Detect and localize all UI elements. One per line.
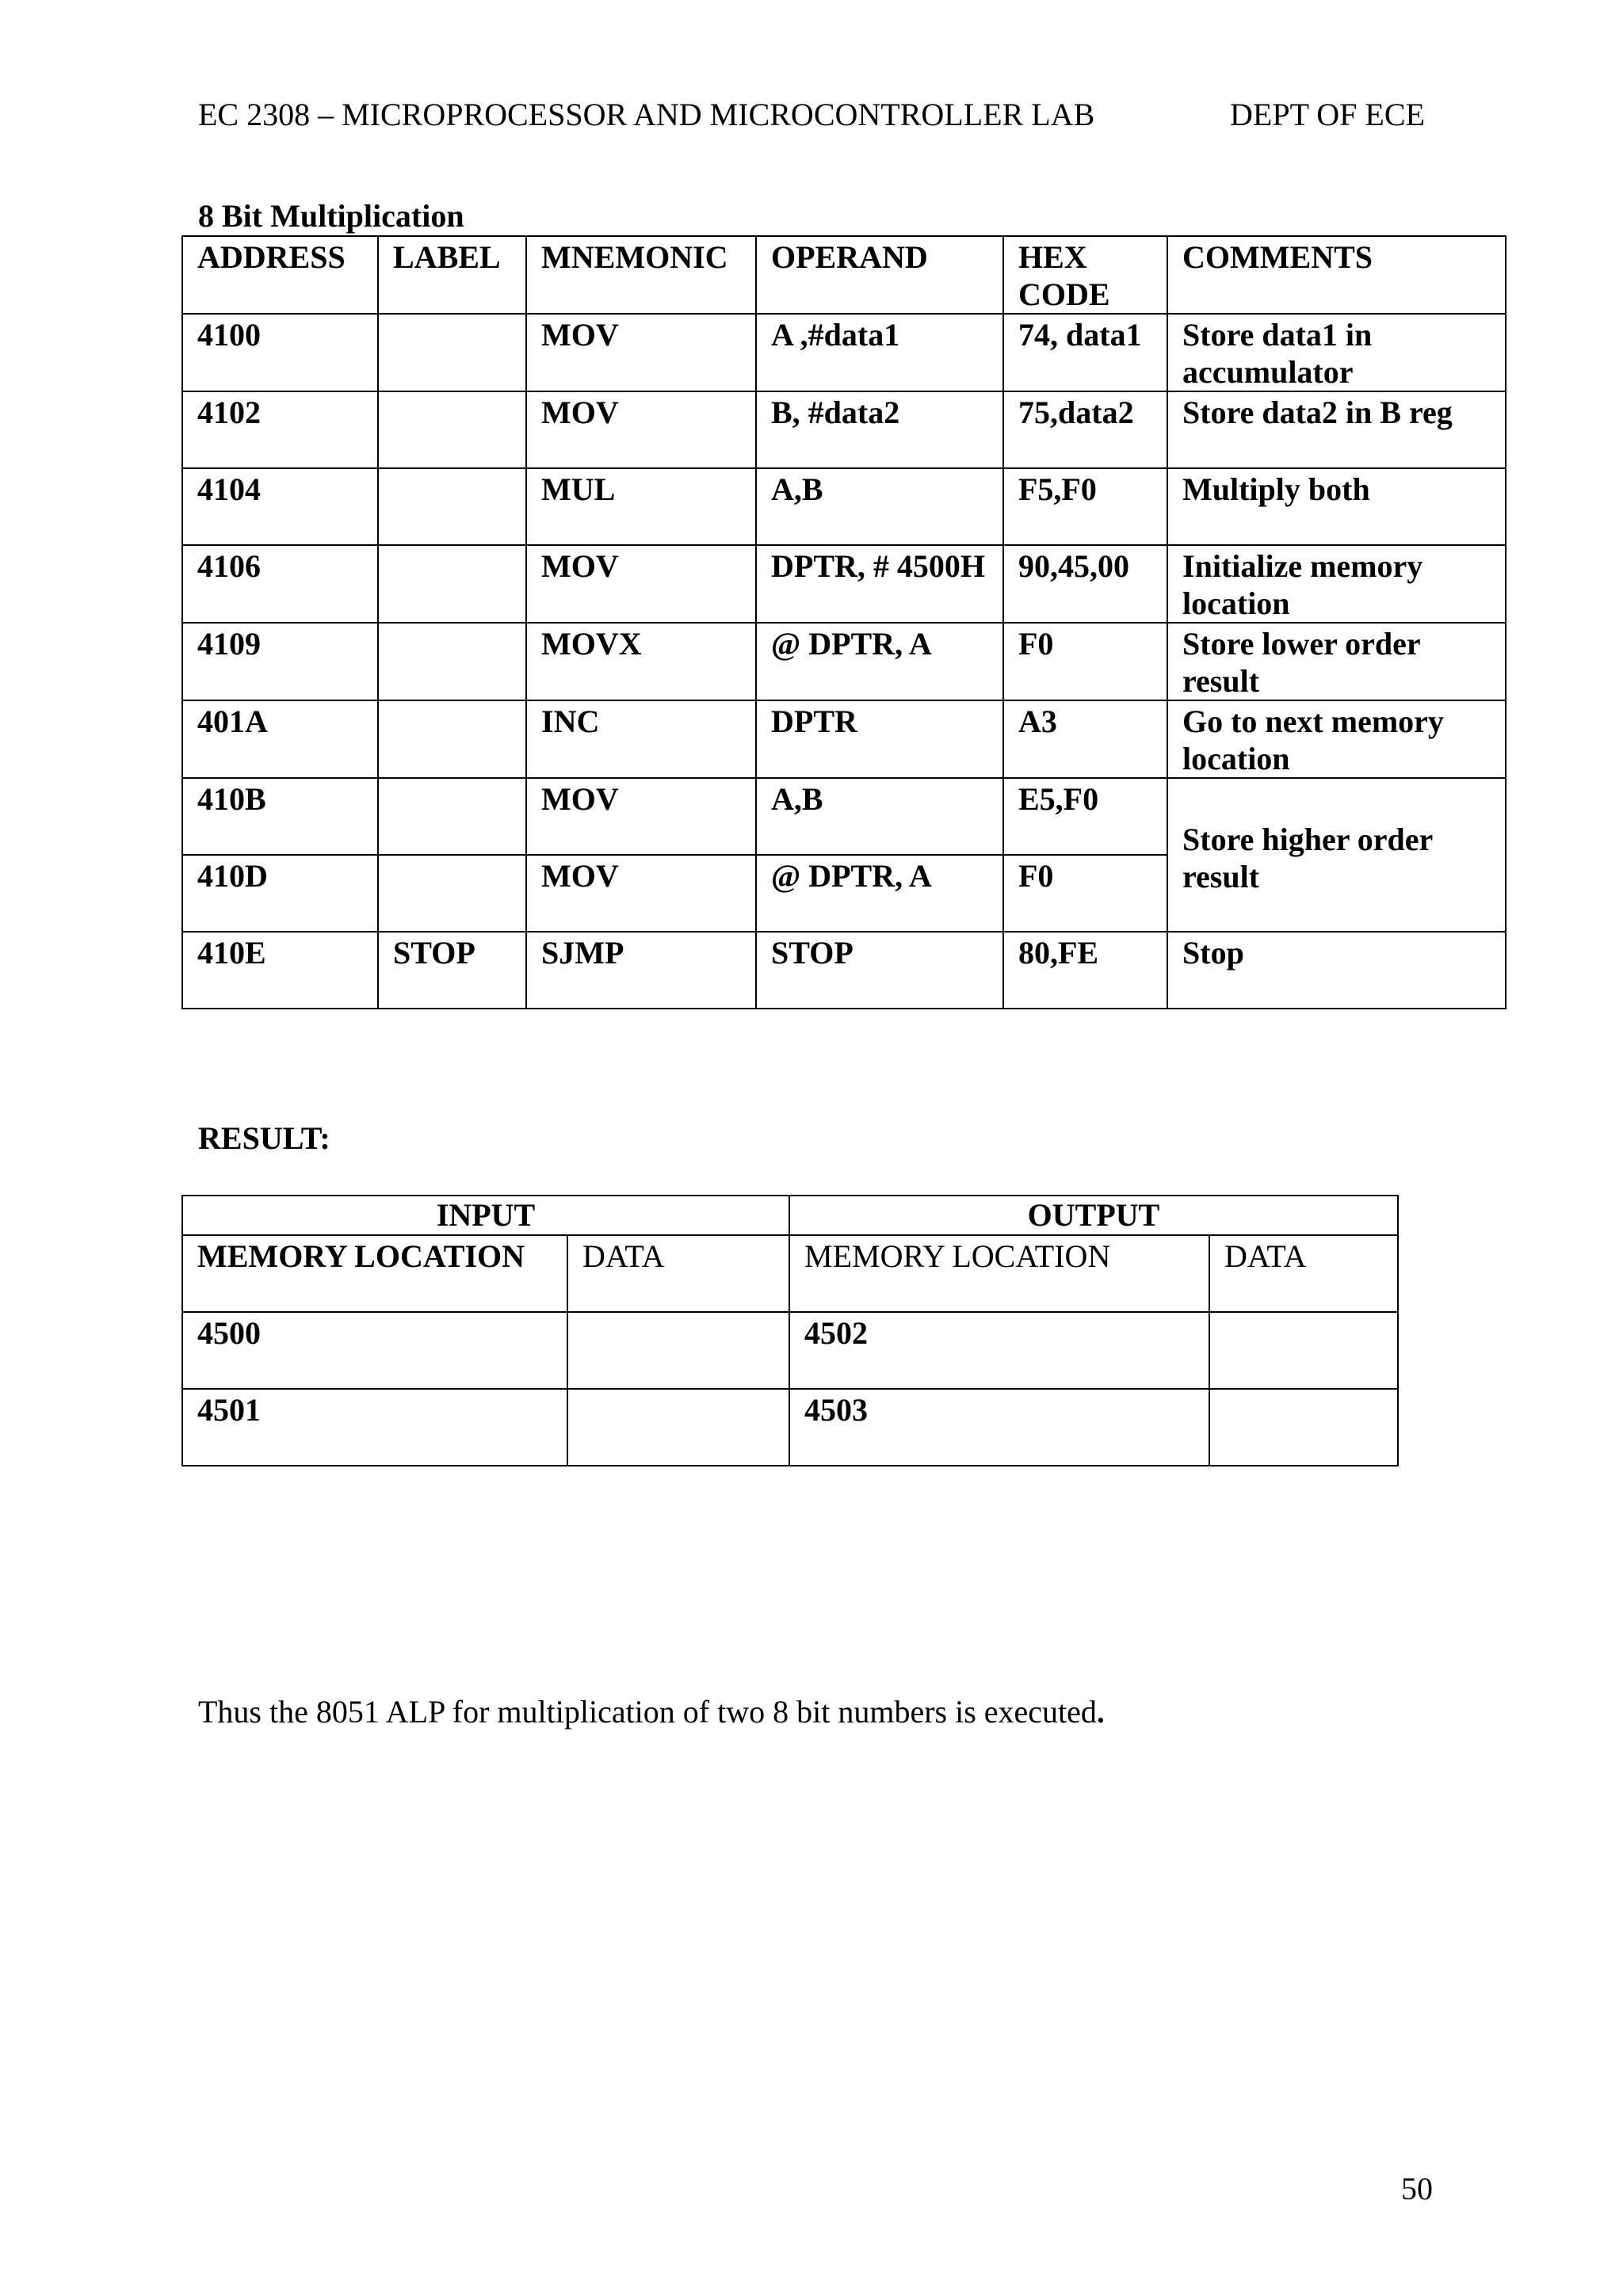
- result-table: [181, 1195, 1399, 1466]
- result-group-header-row: [182, 1196, 1398, 1235]
- input-data-cell: [567, 1389, 789, 1466]
- cell-hex: 90,45,00: [1003, 545, 1167, 623]
- cell-comment: Stop: [1167, 932, 1506, 1009]
- output-header: OUTPUT: [789, 1196, 1398, 1235]
- cell-label: [378, 623, 526, 700]
- result-heading: RESULT:: [198, 1120, 330, 1156]
- cell-label: [378, 314, 526, 391]
- output-location-cell: 4502: [789, 1312, 1209, 1389]
- page-header-title: EC 2308 – MICROPROCESSOR AND MICROCONTROLLER LAB: [198, 97, 1095, 132]
- cell-operand: DPTR: [756, 700, 1003, 778]
- cell-operand: B, #data2: [756, 391, 1003, 468]
- cell-mnemonic: INC: [526, 700, 756, 778]
- col-header-mnemonic: MNEMONIC: [526, 236, 756, 314]
- cell-operand: @ DPTR, A: [756, 623, 1003, 700]
- cell-comment-merged: Store higher order result: [1167, 778, 1506, 932]
- output-data-cell: [1209, 1389, 1398, 1466]
- cell-label: [378, 391, 526, 468]
- output-data-cell: [1209, 1312, 1398, 1389]
- cell-label: [378, 700, 526, 778]
- cell-address: 4109: [182, 623, 378, 700]
- cell-operand: STOP: [756, 932, 1003, 1009]
- conclusion-period: .: [1096, 1694, 1105, 1730]
- cell-label: [378, 855, 526, 932]
- cell-operand: A,B: [756, 468, 1003, 545]
- table-row: [182, 391, 1506, 468]
- cell-comment: Store data1 in accumulator: [1167, 314, 1506, 391]
- cell-comment: Go to next memory location: [1167, 700, 1506, 778]
- result-subheader-row: [182, 1235, 1398, 1312]
- cell-address: 410B: [182, 778, 378, 855]
- page-number: 50: [1401, 2171, 1433, 2206]
- input-data-cell: [567, 1312, 789, 1389]
- table-row: [182, 545, 1506, 623]
- program-table: [181, 235, 1507, 1009]
- cell-label: [378, 468, 526, 545]
- cell-comment: Store lower order result: [1167, 623, 1506, 700]
- table-row: [182, 932, 1506, 1009]
- cell-hex: 80,FE: [1003, 932, 1167, 1009]
- cell-label: [378, 545, 526, 623]
- input-location-cell: 4500: [182, 1312, 567, 1389]
- cell-address: 4104: [182, 468, 378, 545]
- col-header-label: LABEL: [378, 236, 526, 314]
- cell-address: 4102: [182, 391, 378, 468]
- cell-address: 4106: [182, 545, 378, 623]
- cell-address: 410D: [182, 855, 378, 932]
- cell-hex: 74, data1: [1003, 314, 1167, 391]
- cell-mnemonic: MOVX: [526, 623, 756, 700]
- input-header: INPUT: [182, 1196, 789, 1235]
- cell-hex: A3: [1003, 700, 1167, 778]
- page-header-dept: DEPT OF ECE: [1230, 97, 1425, 132]
- col-header-operand: OPERAND: [756, 236, 1003, 314]
- table-row: [182, 468, 1506, 545]
- table-row: [182, 1312, 1398, 1389]
- cell-operand: @ DPTR, A: [756, 855, 1003, 932]
- col-header-address: ADDRESS: [182, 236, 378, 314]
- col-header-hex-code: HEX CODE: [1003, 236, 1167, 314]
- cell-mnemonic: MOV: [526, 855, 756, 932]
- table-header-row: [182, 236, 1506, 314]
- input-location-cell: 4501: [182, 1389, 567, 1466]
- output-location-cell: 4503: [789, 1389, 1209, 1466]
- cell-hex: F0: [1003, 623, 1167, 700]
- input-memory-location-header: MEMORY LOCATION: [182, 1235, 567, 1312]
- table-row: [182, 314, 1506, 391]
- output-data-header: DATA: [1209, 1235, 1398, 1312]
- cell-operand: A,B: [756, 778, 1003, 855]
- cell-hex: F0: [1003, 855, 1167, 932]
- cell-address: 410E: [182, 932, 378, 1009]
- table-row: [182, 700, 1506, 778]
- cell-mnemonic: MOV: [526, 778, 756, 855]
- cell-label: STOP: [378, 932, 526, 1009]
- cell-mnemonic: MOV: [526, 314, 756, 391]
- conclusion-text: [198, 1694, 1105, 1730]
- cell-address: 4100: [182, 314, 378, 391]
- cell-operand: A ,#data1: [756, 314, 1003, 391]
- cell-mnemonic: MOV: [526, 391, 756, 468]
- cell-mnemonic: MUL: [526, 468, 756, 545]
- cell-comment: Multiply both: [1167, 468, 1506, 545]
- cell-hex: 75,data2: [1003, 391, 1167, 468]
- table-row: [182, 778, 1506, 855]
- col-header-comments: COMMENTS: [1167, 236, 1506, 314]
- table-row: [182, 623, 1506, 700]
- cell-label: [378, 778, 526, 855]
- cell-operand: DPTR, # 4500H: [756, 545, 1003, 623]
- section-title: 8 Bit Multiplication: [198, 198, 464, 234]
- cell-comment: Initialize memory location: [1167, 545, 1506, 623]
- input-data-header: DATA: [567, 1235, 789, 1312]
- output-memory-location-header: MEMORY LOCATION: [789, 1235, 1209, 1312]
- cell-hex: E5,F0: [1003, 778, 1167, 855]
- cell-comment: Store data2 in B reg: [1167, 391, 1506, 468]
- cell-hex: F5,F0: [1003, 468, 1167, 545]
- cell-address: 401A: [182, 700, 378, 778]
- cell-mnemonic: SJMP: [526, 932, 756, 1009]
- cell-mnemonic: MOV: [526, 545, 756, 623]
- conclusion-body: Thus the 8051 ALP for multiplication of two 8 bit numbers is executed: [198, 1694, 1097, 1730]
- table-row: [182, 1389, 1398, 1466]
